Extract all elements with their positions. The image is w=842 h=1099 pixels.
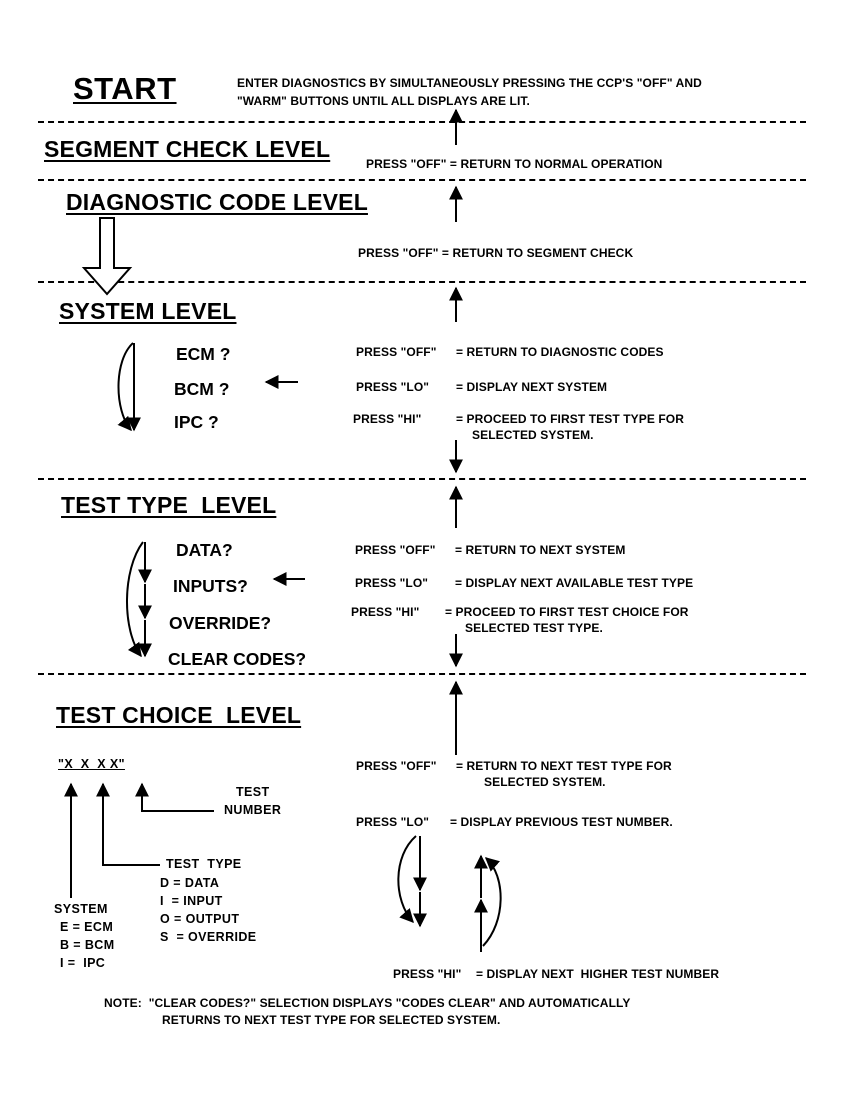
start-title: START <box>73 71 177 106</box>
segment-check-off-action: PRESS "OFF" = RETURN TO NORMAL OPERATION <box>366 157 663 171</box>
test-type-item-data: DATA? <box>176 540 233 560</box>
test-choice-off-key: PRESS "OFF" <box>356 759 437 773</box>
test-type-item-clear-codes: CLEAR CODES? <box>168 649 307 669</box>
test-number-connector <box>142 784 214 811</box>
system-heading: SYSTEM <box>54 902 108 916</box>
diagnostic-code-title: DIAGNOSTIC CODE LEVEL <box>66 189 368 215</box>
test-type-off-key: PRESS "OFF" <box>355 543 436 557</box>
system-hi-key: PRESS "HI" <box>353 412 422 426</box>
segment-check-title: SEGMENT CHECK LEVEL <box>44 136 331 162</box>
system-lo-key: PRESS "LO" <box>356 380 430 394</box>
start-instruction-line2: "WARM" BUTTONS UNTIL ALL DISPLAYS ARE LIT. <box>237 94 530 108</box>
system-level-title: SYSTEM LEVEL <box>59 298 237 324</box>
lo-loop-arrow <box>398 836 416 922</box>
system-code-e: E = ECM <box>60 920 114 934</box>
test-type-code-d: D = DATA <box>160 876 220 890</box>
test-choice-lo-key: PRESS "LO" <box>356 815 430 829</box>
system-item-ecm: ECM ? <box>176 344 231 364</box>
system-off-text: = RETURN TO DIAGNOSTIC CODES <box>456 345 664 359</box>
system-code-b: B = BCM <box>60 938 115 952</box>
start-instruction-line1: ENTER DIAGNOSTICS BY SIMULTANEOUSLY PRESSING THE CCP'S "OFF" AND <box>237 76 702 90</box>
test-choice-hi-key: PRESS "HI" <box>393 967 462 981</box>
test-type-lo-text: = DISPLAY NEXT AVAILABLE TEST TYPE <box>455 576 694 590</box>
test-choice-format: "X X X X" <box>58 757 125 771</box>
system-hi-text-line1: = PROCEED TO FIRST TEST TYPE FOR <box>456 412 685 426</box>
test-type-off-text: = RETURN TO NEXT SYSTEM <box>455 543 626 557</box>
test-type-lo-key: PRESS "LO" <box>355 576 429 590</box>
system-lo-text: = DISPLAY NEXT SYSTEM <box>456 380 608 394</box>
test-type-heading: TEST TYPE <box>166 857 242 871</box>
test-type-hi-text-line2: SELECTED TEST TYPE. <box>465 621 603 635</box>
test-choice-off-text-line1: = RETURN TO NEXT TEST TYPE FOR <box>456 759 672 773</box>
system-item-ipc: IPC ? <box>174 412 219 432</box>
test-number-label-line1: TEST <box>236 785 270 799</box>
test-choice-lo-text: = DISPLAY PREVIOUS TEST NUMBER. <box>450 815 673 829</box>
hi-loop-arrow <box>483 858 501 946</box>
test-type-title: TEST TYPE LEVEL <box>61 492 277 518</box>
system-hi-text-line2: SELECTED SYSTEM. <box>472 428 594 442</box>
test-type-code-i: I = INPUT <box>160 894 223 908</box>
note-line2: RETURNS TO NEXT TEST TYPE FOR SELECTED SYSTEM. <box>162 1013 501 1027</box>
test-type-item-override: OVERRIDE? <box>169 613 272 633</box>
system-item-bcm: BCM ? <box>174 379 230 399</box>
system-off-key: PRESS "OFF" <box>356 345 437 359</box>
test-choice-hi-text: = DISPLAY NEXT HIGHER TEST NUMBER <box>476 967 720 981</box>
test-number-label-line2: NUMBER <box>224 803 282 817</box>
test-type-hi-key: PRESS "HI" <box>351 605 420 619</box>
test-type-item-inputs: INPUTS? <box>173 576 248 596</box>
system-code-i: I = IPC <box>60 956 106 970</box>
test-type-hi-text-line1: = PROCEED TO FIRST TEST CHOICE FOR <box>445 605 689 619</box>
test-type-connector <box>103 784 160 865</box>
system-loop-arrow <box>118 343 133 430</box>
diagnostic-code-off-action: PRESS "OFF" = RETURN TO SEGMENT CHECK <box>358 246 634 260</box>
test-choice-title: TEST CHOICE LEVEL <box>56 702 302 728</box>
test-type-code-s: S = OVERRIDE <box>160 930 257 944</box>
test-type-code-o: O = OUTPUT <box>160 912 240 926</box>
note-line1: NOTE: "CLEAR CODES?" SELECTION DISPLAYS "CODES CLEAR" AND AUTOMATICALLY <box>104 996 631 1010</box>
test-choice-off-text-line2: SELECTED SYSTEM. <box>484 775 606 789</box>
hollow-down-arrow <box>84 218 130 294</box>
test-type-loop-arrow <box>127 542 143 656</box>
